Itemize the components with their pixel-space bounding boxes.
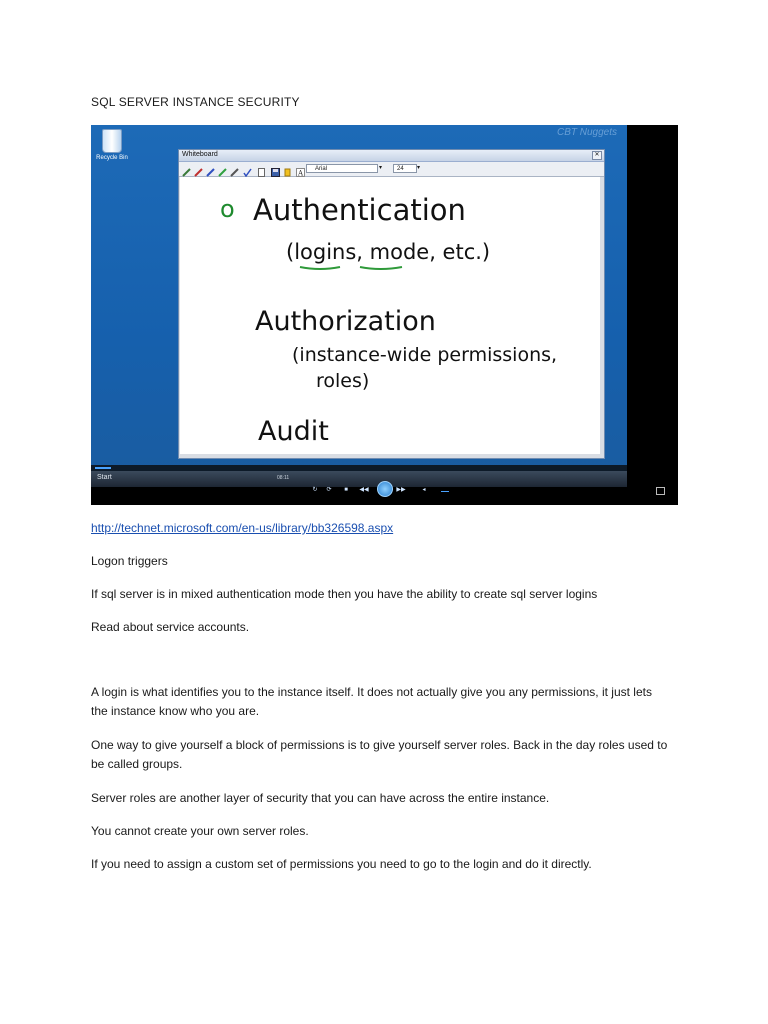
paragraph-service-accounts: Read about service accounts. — [91, 620, 250, 634]
volume-slider — [441, 487, 449, 492]
whiteboard-line-audit: Audit — [258, 416, 329, 447]
whiteboard-toolbar — [179, 162, 604, 177]
pen-icon — [182, 164, 191, 173]
rewind-icon: ◀◀ — [359, 487, 369, 493]
player-controls — [91, 471, 627, 487]
highlighter-icon — [283, 164, 292, 173]
paragraph-no-custom-roles: You cannot create your own server roles. — [91, 824, 309, 838]
technet-link[interactable]: http://technet.microsoft.com/en-us/library/bb326598.aspx — [91, 521, 394, 535]
whiteboard-line-authentication: Authentication — [253, 193, 466, 227]
chevron-down-icon: ▾ — [417, 165, 421, 171]
font-icon — [296, 164, 305, 177]
paragraph-logon-triggers: Logon triggers — [91, 554, 168, 568]
paragraph-mixed-auth: If sql server is in mixed authentication mode then you have the ability to create sql server logins — [91, 587, 598, 601]
whiteboard-bullet: o — [220, 195, 235, 223]
whiteboard-line-authorization-detail: (instance-wide permissions, — [292, 344, 558, 366]
close-icon: ✕ — [592, 151, 602, 160]
pen-red-icon — [194, 164, 203, 173]
underline-logins — [300, 267, 340, 269]
shuffle-icon: ↻ — [312, 487, 318, 493]
underline-mode — [360, 267, 402, 269]
volume-icon: ◂ — [422, 487, 426, 493]
whiteboard-line-roles: roles) — [316, 370, 370, 392]
video-screenshot — [91, 125, 678, 505]
whiteboard-line-authentication-detail: (logins, mode, etc.) — [286, 240, 491, 264]
repeat-icon: ⟳ — [326, 487, 332, 493]
svg-text:A: A — [298, 169, 304, 177]
desktop-background — [91, 125, 627, 487]
pause-icon — [377, 481, 393, 497]
font-select: Arial — [306, 164, 378, 173]
page-icon — [257, 164, 266, 173]
whiteboard-titlebar — [179, 150, 604, 162]
whiteboard-window — [178, 149, 605, 459]
stop-icon: ■ — [344, 487, 348, 493]
start-button: Start — [97, 474, 112, 481]
save-icon — [271, 164, 280, 173]
fullscreen-icon — [656, 487, 665, 495]
brand-watermark: CBT Nuggets — [556, 127, 617, 138]
pen-black-icon — [230, 164, 239, 173]
fast-forward-icon: ▶▶ — [396, 487, 406, 493]
paragraph-custom-permissions: If you need to assign a custom set of permissions you need to go to the login and do it directly. — [91, 857, 592, 871]
recycle-bin — [95, 129, 129, 161]
paragraph-server-roles-layer: Server roles are another layer of security that you can have across the entire instance. — [91, 791, 550, 805]
font-size-select: 24 — [393, 164, 417, 173]
whiteboard-line-authorization: Authorization — [255, 306, 436, 337]
recycle-bin-label: Recycle Bin — [96, 155, 128, 161]
check-icon — [243, 164, 252, 173]
paragraph-login-definition: A login is what identifies you to the instance itself. It does not actually give you any permissions, it just lets the instance know who you are. — [91, 685, 652, 718]
paragraph-server-roles-block: One way to give yourself a block of permissions is to give yourself server roles. Back in the day roles used to be called groups. — [91, 738, 668, 771]
chevron-down-icon: ▾ — [379, 165, 383, 171]
whiteboard-title: Whiteboard — [182, 151, 218, 158]
whiteboard-canvas — [180, 177, 600, 454]
handwriting-svg — [180, 177, 600, 454]
pen-green-icon — [218, 164, 227, 173]
elapsed-time: 08:11 — [277, 475, 290, 481]
seek-progress — [95, 467, 111, 469]
page-heading: SQL SERVER INSTANCE SECURITY — [91, 95, 300, 109]
recycle-bin-icon — [102, 129, 122, 153]
pen-blue-icon — [206, 164, 215, 173]
